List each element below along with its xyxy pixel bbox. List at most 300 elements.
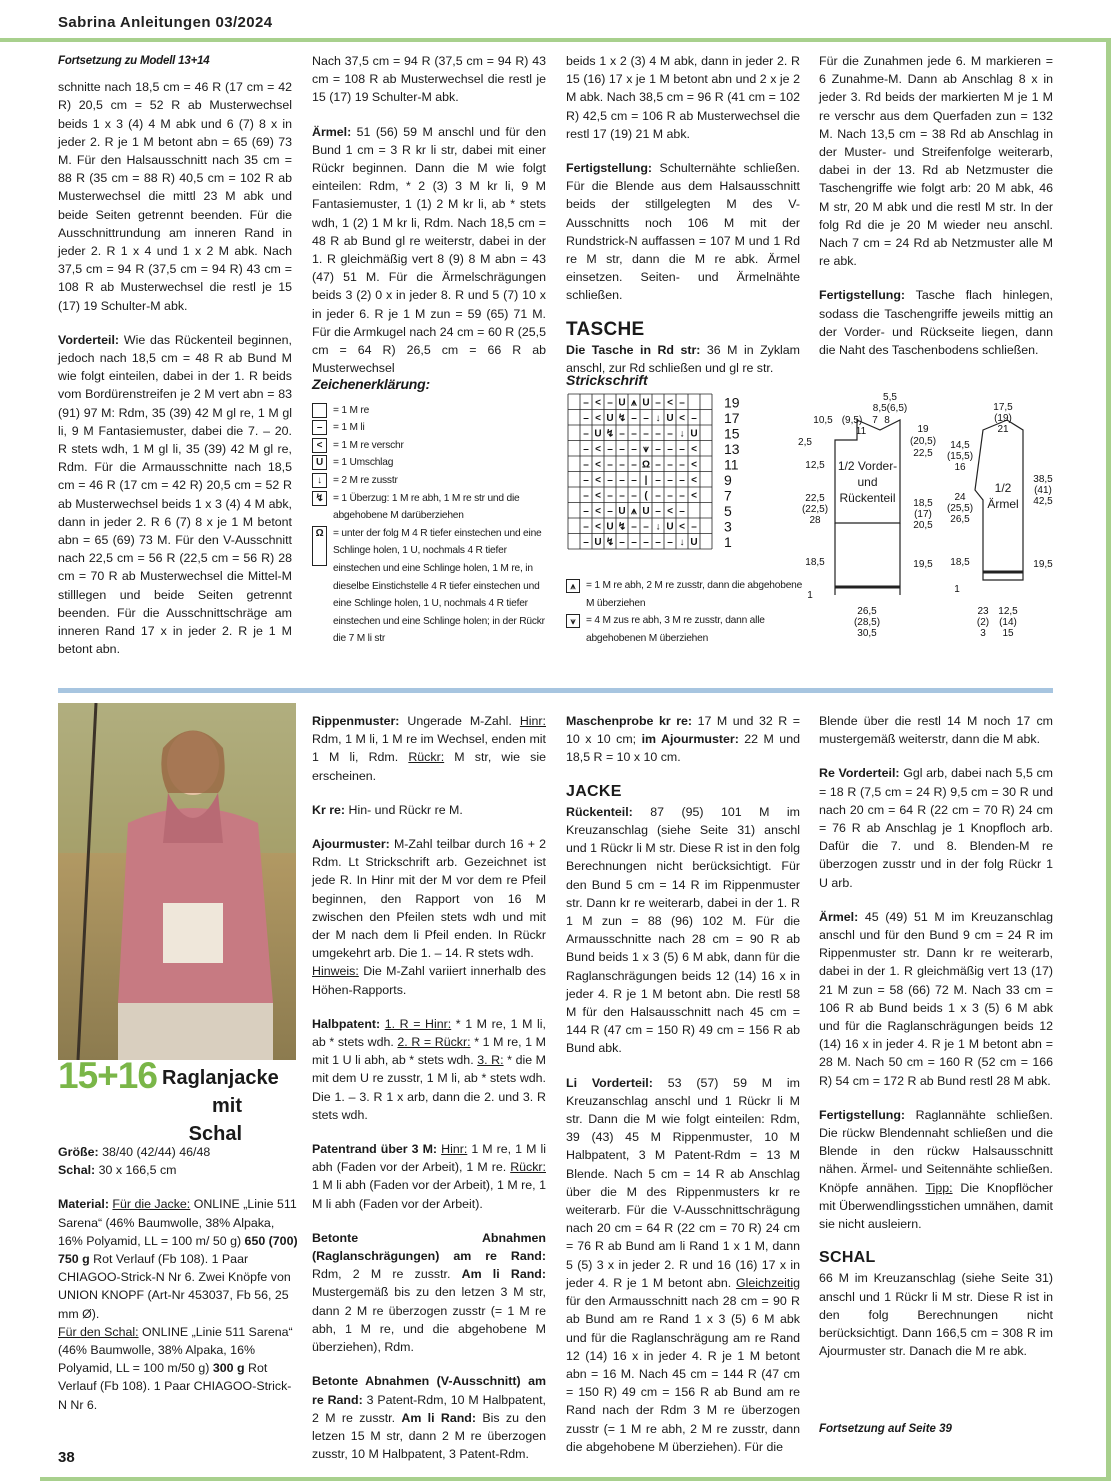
frame-bottom-rule (40, 1477, 1111, 1481)
label: im Ajourmuster: (641, 732, 739, 747)
text: 36 M in Zyklam anschl, zur Rd schließen und gl re str. (566, 342, 800, 376)
text: Hin- und Rückr re M. (345, 802, 463, 817)
legend-item (312, 454, 554, 472)
text: 3 Patent-Rdm, 10 M Halbpatent, 2 M re zusstr. (312, 1392, 546, 1425)
paragraph: beids 1 x 2 (3) 4 M abk, dann in jeder 2. R 15 (16) 17 x je 1 M betont abn und 2 x je 2 M abk. Nach 38,5 cm = 96 R (41 cm = 102 R) 42,5 cm = 106 R ab Musterwechsel die restl 17 (19) 21 M abk. (566, 54, 800, 141)
section-title-jacke: JACKE (566, 782, 622, 800)
measure: 17,5 (993, 402, 1013, 413)
chart-cell: – (667, 475, 673, 486)
measure: (2) (976, 617, 990, 628)
measure: (28,5) (853, 617, 881, 628)
chart-cell: < (691, 459, 697, 471)
legend-item (312, 472, 554, 490)
measure: 18,5 (805, 557, 825, 568)
chart-cell: – (655, 428, 661, 440)
column-3-bottom (566, 712, 800, 1456)
stitch-symbol-icon: – (312, 420, 327, 435)
chart-cell: – (583, 475, 589, 486)
chart-cell: – (643, 428, 649, 440)
legend-text: = 1 M re verschr (333, 439, 404, 451)
column-4-top (819, 52, 1053, 359)
text: Rot Verlauf (Fb 108). 1 Paar CHIAGOO-Strick-N Nr 6. Zwei Knöpfe von UNION KNOPF (Art-Nr 453037, Fb 56, 25 mm Ø). (58, 1252, 291, 1321)
chart-cell: < (679, 413, 685, 424)
row-label: 11 (724, 456, 739, 473)
chart-cell: – (679, 475, 685, 486)
chart-cell: ↓ (679, 428, 685, 440)
text: Tasche flach hinlegen, sodass die Taschengriffe jeweils mittig an der Vorder- und Rückseite liegen, dann die Naht des Taschenbodens schließen. (819, 288, 1053, 358)
text: Ungerade M-Zahl. (399, 714, 520, 728)
sublabel: Tipp: (925, 1180, 953, 1195)
paragraph-li-vorderteil (566, 1074, 800, 1456)
measure: 16 (954, 462, 966, 473)
text: 87 (95) 101 M im Kreuzanschlag (siehe Seite 31) anschl und 1 Rückr li M str. Diese R ist in den folg Berechnungen nicht berücksichtigt. Für den Bund 5 cm = 14 R im Rippenmuster str. Dann kr re weiterarb, dabei in der 1. R 1 M zun = 88 (96) 102 M. Für die Armausschnitte nach 28 cm = 90 R ab Bund beids 1 x 3 (5) 6 M abk, dann für die Raglanschrägungen beids 12 (14) 16 x in jeder 4. R je 1 M betont abn. Die restl 58 M für den Halsausschnitt nach 45 cm = 144 R (47 cm = 150 R) 49 cm = 156 R ab Bund abk. (566, 804, 800, 1056)
label: Größe: (58, 1145, 99, 1159)
text: M-Zahl teilbar durch 16 + 2 Rdm. Lt Strickschrift arb. Gezeichnet ist jede R. In Hinr mit der M vor dem re Pfeil beginnen, den Rapport von 16 M zwischen den Pfeilen stets wdh und mit der M nach dem li Pfeil enden. In Rückr umgekehrt arb. Die 1. – 14. R stets wdh. (312, 837, 546, 961)
stitch-symbol-icon: U (312, 455, 327, 470)
measure: 19 (917, 424, 929, 435)
chart-cell: – (643, 413, 649, 424)
measure: 10,5 (813, 415, 833, 426)
paragraph-aermel (819, 908, 1053, 1090)
chart-cell: – (583, 537, 589, 548)
chart-cell: – (667, 444, 673, 455)
section-title-tasche: TASCHE (566, 318, 645, 340)
chart-cell: – (619, 490, 625, 502)
measure: 30,5 (857, 628, 877, 639)
label: Rippenmuster: (312, 714, 400, 728)
paragraph-halbpatent (312, 1015, 546, 1124)
row-label: 9 (724, 472, 732, 488)
chart-cell: < (595, 397, 601, 409)
measure: 12,5 (998, 606, 1018, 617)
measure: (19) (994, 413, 1012, 424)
legend-item (312, 402, 554, 420)
material-info (58, 1195, 298, 1413)
chart-cell: – (631, 537, 637, 548)
chart-cell: – (619, 444, 625, 455)
text: 1 M li abh (Faden vor der Arbeit), 1 M re, 1 M li abh (Faden vor der Arbeit). (312, 1178, 546, 1211)
chart-cell: – (655, 490, 661, 502)
text: Rot Verlauf (Fb 108). 1 Paar CHIAGOO-Strick-N Nr 6. (58, 1361, 292, 1412)
chart-cell: – (655, 475, 661, 486)
chart-cell: U (618, 506, 626, 517)
text: * die M mit dem U re zusstr, 1 M li, ab * stets wdh. Die 1. – 3. R 1 x arb, dann die 2. und 3. R stets wdh. (312, 1053, 547, 1122)
chart-cell: U (618, 397, 626, 409)
chart-cell: – (583, 459, 589, 471)
chart-cell: U (594, 428, 602, 440)
continuation-footer: Fortsetzung auf Seite 39 (819, 1423, 952, 1435)
chart-title: Strickschrift (566, 372, 648, 388)
label: Am li Rand: (401, 1410, 476, 1425)
measure: 3 (980, 628, 986, 639)
chart-cell: < (691, 444, 697, 455)
chart-cell: – (655, 459, 661, 471)
label: Ärmel: (819, 909, 859, 924)
legend-item (312, 490, 554, 525)
knitting-chart (566, 372, 806, 557)
text: 38/40 (42/44) 46/48 (98, 1145, 211, 1159)
chart-cell: U (666, 521, 674, 533)
sublabel: Hinr: (519, 714, 546, 728)
chart-cell: – (583, 397, 589, 409)
page-number: 38 (58, 1449, 75, 1466)
running-header: Sabrina Anleitungen 03/2024 (58, 14, 273, 31)
measure: 1 (807, 590, 813, 601)
measure: 20,5 (913, 520, 933, 531)
measure: 5,5 (883, 392, 897, 403)
row-label: 1 (724, 534, 732, 550)
sublabel: 3. R: (477, 1053, 504, 1068)
text: * 1 M re, 1 M li, ab * stets wdh. (312, 1016, 546, 1050)
chart-cell: – (679, 444, 685, 455)
text: 30 x 166,5 cm (95, 1163, 177, 1178)
text: Schulternähte schließen. Für die Blende aus dem Halsausschnitt beids der stillgelegten M des V-Ausschnitts noch 106 M mit der Rundstrick-N auffassen = 107 M und 1 Rd re M str, dann die M re abk. Ärmel einsetzen. Seiten- und Ärmelnähte schließen. (566, 161, 800, 303)
chart-cell: Ω (641, 459, 651, 471)
legend-text: = 2 M re zusstr (333, 474, 398, 486)
measure: 22,5 (913, 448, 933, 459)
chart-cell: – (679, 490, 685, 502)
chart-cell: ⩚ (631, 506, 637, 517)
sublabel: Hinweis: (312, 964, 359, 979)
legend-text: = 1 M re (333, 404, 370, 416)
chart-cell: – (607, 444, 613, 455)
chart-cell: U (606, 413, 614, 424)
symbol-legend (312, 372, 554, 648)
chart-cell: – (607, 490, 613, 502)
chart-cell: – (691, 521, 697, 533)
measure: 28 (809, 515, 821, 526)
row-label: 19 (724, 394, 740, 411)
text: Mustergemäß bis zu den letzen 3 M str, dann 2 M re überzogen zusstr (= 1 M re abh, 1 M re, und die abgehobene M überziehen), Rdm. (312, 1285, 546, 1355)
chart-cell: ↓ (679, 537, 685, 548)
chart-cell: ( (644, 490, 648, 502)
chart-cell: U (690, 428, 698, 440)
paragraph: Nach 37,5 cm = 94 R (37,5 cm = 94 R) 43 cm = 108 R ab Musterwechsel die restl je 15 (17) 19 Schulter-M abk. (312, 54, 546, 105)
chart-cell: – (643, 521, 649, 533)
column-2-bottom (312, 712, 546, 1463)
paragraph-schal: 66 M im Kreuzanschlag (siehe Seite 31) anschl und 1 Rückr li M str. Diese R ist in den folg Berechnungen nicht berücksichtigt. Dann 166,5 cm = 308 R im Ajourmuster str. Danach die M re abk. (819, 1271, 1053, 1359)
chart-cell: – (691, 413, 697, 424)
chart-cell: – (583, 444, 589, 455)
frame-top-rule (0, 38, 1111, 42)
label: Halbpatent: (312, 1016, 381, 1031)
stitch-symbol-icon: ↯ (312, 491, 327, 506)
chart-cell: U (642, 506, 650, 517)
chart-cell: ⩛ (643, 444, 649, 455)
label: Betonte Abnahmen (Raglanschrägungen) am re Rand: (312, 1230, 546, 1264)
label: Rückenteil: (566, 804, 633, 819)
text: Rdm, 1 M li, 1 M re im Wechsel, enden mit 1 M li, Rdm. (312, 732, 546, 765)
paragraph-betonte-abnahmen-raglan (312, 1229, 546, 1356)
paragraph-fertigstellung (566, 159, 800, 305)
chart-cell: ⩚ (631, 397, 637, 409)
chart-cell: < (595, 521, 601, 533)
seven-decrease-icon: ⩛ (566, 614, 580, 628)
measure: 22,5 (805, 493, 825, 504)
model-number: 15+16 (58, 1055, 157, 1096)
chart-cell: < (595, 490, 601, 502)
paragraph-aermel (312, 123, 546, 378)
body-label-box (835, 458, 900, 528)
note-text: = 1 M re abh, 2 M re zusstr, dann die abgehobene M überziehen (586, 580, 803, 609)
sublabel: Gleichzeitig (735, 1275, 800, 1290)
measure: 26,5 (950, 514, 970, 525)
legend-text: = 1 Umschlag (333, 457, 394, 469)
chart-cell: < (691, 490, 697, 502)
chart-cell: ↯ (617, 521, 627, 533)
chart-cell: U (642, 397, 650, 409)
legend-item (312, 419, 554, 437)
chart-cell: – (583, 506, 589, 517)
scarf-size (58, 1161, 298, 1179)
text: 1 M re, 1 M li abh (Faden vor der Arbeit), 1 M re. (312, 1142, 546, 1175)
paragraph: Für die Zunahmen jede 6. M markieren = 6 Zunahme-M. Dann ab Anschlag 8 x in jeder 3. Rd beids der markierten M je 1 M re verschr aus dem Querfaden zun = 132 M. Nach 13,5 cm = 38 Rd ab Anschlag in der Muster- und Streifenfolge weiterarb, dabei in der 13. Rd ab Netzmuster die Taschengriffe wie folgt arb: 20 M abk, 46 M str, 20 M abk und die restl M str. In der folg Rd die je 20 M wieder neu anschl. Nach 7 cm = 24 Rd ab Netzmuster alle M re abk. (819, 54, 1053, 269)
chart-cell: – (607, 459, 613, 471)
chart-cell: < (595, 413, 601, 424)
sublabel: Rückr: (408, 750, 445, 765)
measure: 12,5 (805, 460, 825, 471)
size-schematic (795, 390, 1060, 645)
label: Fertigstellung: (566, 161, 653, 176)
measure: 18,5 (950, 557, 970, 568)
chart-cell: – (655, 444, 661, 455)
paragraph-rippenmuster (312, 712, 546, 785)
chart-cell: – (583, 490, 589, 502)
measure: 23 (977, 606, 989, 617)
legend-text: = unter der folg M 4 R tiefer einstechen und eine Schlinge holen, 1 U, nochmals 4 R tiefer einstechen und eine Schlinge holen, 1 M re, in dieselbe Einstichstelle 4 R tiefer einstechen und eine Schlinge holen, 1 U, nochmals 4 R tiefer einstechen und eine Schlinge holen; in der Rückr die 7 M li str (333, 527, 545, 645)
chart-cell: – (679, 397, 685, 409)
chart-note (566, 577, 806, 612)
sleeve-label-box (983, 480, 1023, 520)
paragraph-betonte-abnahmen-v (312, 1372, 546, 1463)
column-4-bottom (819, 712, 1053, 1361)
sublabel: Für die Jacke: (112, 1197, 191, 1212)
chart-cell: – (583, 521, 589, 533)
label: Li Vorderteil: (566, 1075, 653, 1090)
text: 22 M und 18,5 R = 10 x 10 cm. (566, 732, 800, 765)
chart-cell: – (631, 521, 637, 533)
measure: 24 (954, 492, 966, 503)
chart-cell: – (679, 506, 685, 517)
measure: 8,5(6,5) (872, 403, 908, 414)
row-label: 5 (724, 503, 732, 519)
chart-cell: – (643, 537, 649, 548)
chart-cell: | (644, 475, 648, 486)
chart-cell: – (583, 413, 589, 424)
measure: (22,5) (801, 504, 829, 515)
text: 45 (49) 51 M im Kreuzanschlag anschl und für den Bund 9 cm = 24 R im Rippenmuster str. Dann kr re weiterarb, dabei in der 1. R gleichmäßig vert 13 (17) 21 M zun = 58 (66) 72 M. Nach 33 cm = 106 R ab Bund beids 1 x 3 (5) 6 M abk und für die Raglanschrägungen beids 12 (14) 16 x in jeder 4. R je 1 M betont abn = 28 M. Nach 50 cm = 160 R (52 cm = 166 R) 54 cm = 172 R ab Bund restl 28 M abk. (819, 909, 1053, 1088)
chart-cell: – (607, 475, 613, 486)
chart-cell: – (655, 397, 661, 409)
paragraph-vorderteil (58, 331, 292, 659)
paragraph: Blende über die restl 14 M noch 17 cm mustergemäß weiterstr, dann die M abk. (819, 714, 1053, 747)
chart-cell: – (667, 537, 673, 548)
label: Ärmel: (312, 124, 352, 139)
paragraph-ajour (312, 835, 546, 999)
chart-cell: < (595, 475, 601, 486)
chart-cell: – (607, 506, 613, 517)
measure: (9,5) (841, 415, 863, 426)
chart-cell: – (619, 537, 625, 548)
text: Rdm, 2 M re zusstr. (312, 1267, 462, 1282)
label: Maschenprobe kr re: (566, 714, 693, 728)
body-label: 1/2 Vorder- und Rückenteil (837, 459, 898, 505)
sublabel: 1. R = Hinr: (384, 1016, 452, 1031)
size-info (58, 1143, 298, 1161)
measure: (14) (999, 617, 1017, 628)
section-title-schal: SCHAL (819, 1249, 876, 1267)
label: Fertigstellung: (819, 1107, 906, 1122)
measure: (20,5) (909, 436, 937, 447)
text: ONLINE „Linie 511 Sarena“ (46% Baumwolle, 38% Alpaka, 16% Polyamid, LL = 100 m/ 50 g) (58, 1197, 297, 1248)
measure: 19,5 (913, 559, 933, 570)
continuation-note: Fortsetzung zu Modell 13+14 (58, 55, 210, 67)
chart-cell: – (631, 444, 637, 455)
section-divider (58, 688, 1053, 693)
chart-cell: – (679, 459, 685, 471)
label: Material: (58, 1197, 109, 1212)
paragraph-patentrand (312, 1140, 546, 1213)
chart-cell: – (631, 475, 637, 486)
sublabel: Rückr: (510, 1160, 546, 1175)
measure: 42,5 (1033, 496, 1053, 507)
label: Die Tasche in Rd str: (566, 342, 701, 357)
text: Die M-Zahl variiert innerhalb des Höhen-Rapports. (312, 964, 546, 997)
stitch-symbol-icon: < (312, 438, 327, 453)
legend-title: Zeichenerklärung: (312, 376, 430, 392)
stitch-symbol-icon (312, 403, 327, 418)
chart-cell: ↯ (605, 428, 615, 440)
text: Raglannähte schließen. Die rückw Blendennaht schließen und die Blende in den rückw Halsausschnitt nähen. Ärmel- und Seitennähte schließen. Knöpfe annähen. (819, 1107, 1053, 1195)
chart-cell: ↓ (655, 521, 661, 533)
chart-cell: – (631, 459, 637, 471)
chart-cell: – (667, 459, 673, 471)
measure: 18,5 (913, 498, 933, 509)
text: für den Armausschnitt nach 28 cm = 90 R ab Bund am re Rand 1 x 3 (5) 6 M abk und für die Raglanschrägung am re Rand 12 (14) 16 x in jeder 4. R je 1 M betont abn = 16 M. Nach 45 cm = 144 R (47 cm = 150 R) 49 cm = 156 R ab Bund am re Rand nach der Rdm 3 M re überzogen zusstr (= 1 M re abh, 2 M re zusstr, dann die abgehobene M überziehen). Für die (566, 1294, 800, 1454)
chart-cell: U (690, 537, 698, 548)
triple-decrease-icon: ⩚ (566, 579, 580, 593)
chart-cell: < (595, 506, 601, 517)
paragraph-re-vorderteil (819, 764, 1053, 891)
row-label: 7 (724, 487, 732, 504)
chart-cell: < (691, 475, 697, 486)
label: Vorderteil: (58, 332, 120, 347)
sublabel: 2. R = Rückr: (397, 1035, 471, 1050)
sleeve-label: 1/2 Ärmel (987, 481, 1019, 511)
chart-cell: – (667, 490, 673, 502)
text: 17 M und 32 R = 10 x 10 cm; (566, 714, 800, 747)
label: Fertigstellung: (819, 288, 906, 303)
chart-notes (566, 577, 806, 647)
measure: 7 (872, 415, 878, 426)
paragraph-fertigstellung (819, 1106, 1053, 1233)
measure: (25,5) (946, 503, 974, 514)
label: Kr re: (312, 802, 346, 817)
text: 53 (57) 59 M im Kreuzanschlag anschl und 1 Rückr li M str. Dann die M wie folgt einteilen: Rdm, 39 (43) 45 M Rippenmuster, 10 M Halbpatent, 3 M Patent-Rdm = 13 M Blende. Nach 5 cm = 14 R ab Anschlag über die M des Rippenmusters kr re weiterarb. Für die V-Ausschnittschrägung nach 20 cm = 64 R (22 cm = 70 R) 24 cm = 76 R ab Bund am li Rand 1 x 1 M, dann 5 (5) 3 x in jeder 2. R und 16 (16) 17 x in jeder 4. R je 1 M betont abn. (566, 1075, 800, 1290)
chart-cell: – (619, 428, 625, 440)
measure: (15,5) (946, 451, 974, 462)
measure: 26,5 (857, 606, 877, 617)
chart-cell: – (619, 459, 625, 471)
chart-cell: – (631, 428, 637, 440)
row-label: 15 (724, 425, 740, 442)
chart-cell: U (666, 413, 674, 424)
measure: 38,5 (1033, 474, 1053, 485)
measure: 1 (954, 584, 960, 595)
measure: (41) (1034, 485, 1052, 496)
chart-cell: – (631, 413, 637, 424)
text: Wie das Rückenteil beginnen, jedoch nach 18,5 cm = 48 R ab Bund M wie folgt einteilen, dabei in der 1. R beids vom Bordürenstreifen je 2 M vert abn = 83 (91) 97 M: Rdm, 35 (39) 42 M gl re, 1 M gl li, 9 M Fantasiemuster, dabei die 7. – 20. R stets wdh, 1 M gl li, 35 (39) 42 M gl re, Rdm. Für die Armausschnitte nach 18,5 cm = 46 R (17 cm = 42 R) 20,5 cm = 52 R ab Musterwechsel beids 1 x 3 (4) 4 M abk, dann in jeder 2. R 6 (7) 8 x je 1 M betont abn = 65 (69) 73 M. Für den V-Ausschnitt nach 22,5 cm = 56 R (22,5 cm = 56 R) 28 cm = 70 R ab Musterwechsel die Mittel-M stilllegen und beide Seiten getrennt beenden. Für die Ausschnittschräge am inneren Rand 17 x in jeder 2. R je 1 M betont abn. (58, 332, 292, 657)
label: Schal: (58, 1163, 96, 1178)
chart-cell: < (667, 397, 673, 409)
chart-cell: – (631, 490, 637, 502)
text: Bis zu den letzen 15 M str, dann 2 M re überzogen zusstr, 10 M Halbpatent, 3 Patent-Rdm. (312, 1410, 546, 1462)
paragraph-fertigstellung (819, 286, 1053, 359)
legend-text: = 1 M li (333, 422, 365, 434)
text: ONLINE „Linie 511 Sarena“ (46% Baumwolle, 38% Alpaka, 16% Polyamid, LL = 100 m/50 g) (58, 1324, 293, 1376)
chart-cell: – (655, 537, 661, 548)
chart-cell: < (595, 444, 601, 455)
row-label: 13 (724, 441, 740, 457)
chart-cell: < (595, 459, 601, 471)
text: * 1 M re, 1 M mit 1 U li abh, ab * stets wdh. (312, 1035, 546, 1068)
measure: (17) (914, 509, 932, 520)
measure: 14,5 (950, 440, 970, 451)
paragraph: schnitte nach 18,5 cm = 46 R (17 cm = 42 R) 20,5 cm = 52 R ab Musterwechsel beids 1 x 3 (4) 4 M abk und 6 (7) 8 x in jeder 2. R je 1 M betont abn = 65 (69) 73 M. Für den Halsausschnitt nach 35 cm = 88 R (35 cm = 88 R) 40,5 cm = 102 R ab Musterwechsel die mittl 23 M abk und beide Seiten getrennt beenden. Für die Ausschnittrundung am inneren Rand in jeder 2. R 1 x 4 und 1 x 2 M abk. Nach 37,5 cm = 94 R (37,5 cm = 94 R) 43 cm = 108 R ab Musterwechsel die restl je 15 (17) 19 Schulter-M abk. (58, 80, 292, 313)
column-1-top (58, 52, 292, 659)
chart-cell: U (606, 521, 614, 533)
materials-column (58, 1143, 298, 1430)
measure: 2,5 (798, 437, 812, 448)
chart-cell: – (655, 506, 661, 517)
measure: 11 (855, 426, 867, 437)
legend-text: = 1 Überzug: 1 M re abh, 1 M re str und die abgehobene M darüberziehen (333, 492, 520, 522)
chart-cell: – (667, 428, 673, 440)
stitch-symbol-icon: Ω (312, 526, 327, 566)
stitch-symbol-icon: ↓ (312, 473, 327, 488)
chart-note (566, 612, 806, 647)
legend-item (312, 437, 554, 455)
chart-cell: < (679, 521, 685, 533)
paragraph-maschenprobe (566, 712, 800, 767)
label: Ajourmuster: (312, 837, 390, 852)
quantity: 300 g (212, 1361, 245, 1376)
measure: 15 (1002, 628, 1014, 639)
frame-right-rule (1106, 38, 1111, 1481)
row-label: 17 (724, 410, 740, 426)
measure: 21 (997, 424, 1009, 435)
chart-cell: – (583, 428, 589, 440)
column-3-top (566, 52, 800, 377)
chart-cell: ↓ (655, 413, 661, 424)
chart-cell: < (667, 506, 673, 517)
chart-cell: U (594, 537, 602, 548)
measure: 19,5 (1033, 559, 1053, 570)
note-text: = 4 M zus re abh, 3 M re zusstr, dann alle abgehobenen M überziehen (586, 615, 765, 644)
chart-cell: – (607, 397, 613, 409)
quantity: 650 (700) 750 g (58, 1233, 298, 1267)
label: Patentrand über 3 M: (312, 1142, 438, 1157)
sublabel: Für den Schal: (58, 1324, 139, 1339)
text: 51 (56) 59 M anschl und für den Bund 1 cm = 3 R kr li str, dabei mit einer Rückr beginnen. Dann die M wie folgt einteilen: Rdm, * 2 (3) 3 M kr li, 9 M Fantasiemuster, 1 (1) 2 M kr li, ab * stets wdh, 1 (2) 1 M kr li, Rdm. Nach 18,5 cm = 48 R ab Bund gl re weiterstr, dabei in der 1. R gleichmäßig vert 8 (9) 8 M abn = 43 (47) 51 M. Für die Ärmelschrägungen beids 3 (2) 0 x in jeder 8. R und 5 (7) 10 x in jeder 6. R je 1 M zun = 59 (65) 71 M. Für die Armkugel nach 24 cm = 60 R (25,5 cm = 64 R) 26,5 cm = 66 R ab Musterwechsel (312, 124, 546, 376)
label: Re Vorderteil: (819, 766, 900, 781)
sublabel: Hinr: (441, 1142, 468, 1157)
model-photo (58, 703, 296, 1060)
label: Betonte Abnahmen (V-Ausschnitt) am re Rand: (312, 1374, 546, 1407)
paragraph-rueckenteil (566, 803, 800, 1058)
chart-cell: – (619, 475, 625, 486)
text: Die Knopflöcher mit Überwendlingsstichen umnähen, damit sie nicht ausleiern. (819, 1180, 1053, 1232)
